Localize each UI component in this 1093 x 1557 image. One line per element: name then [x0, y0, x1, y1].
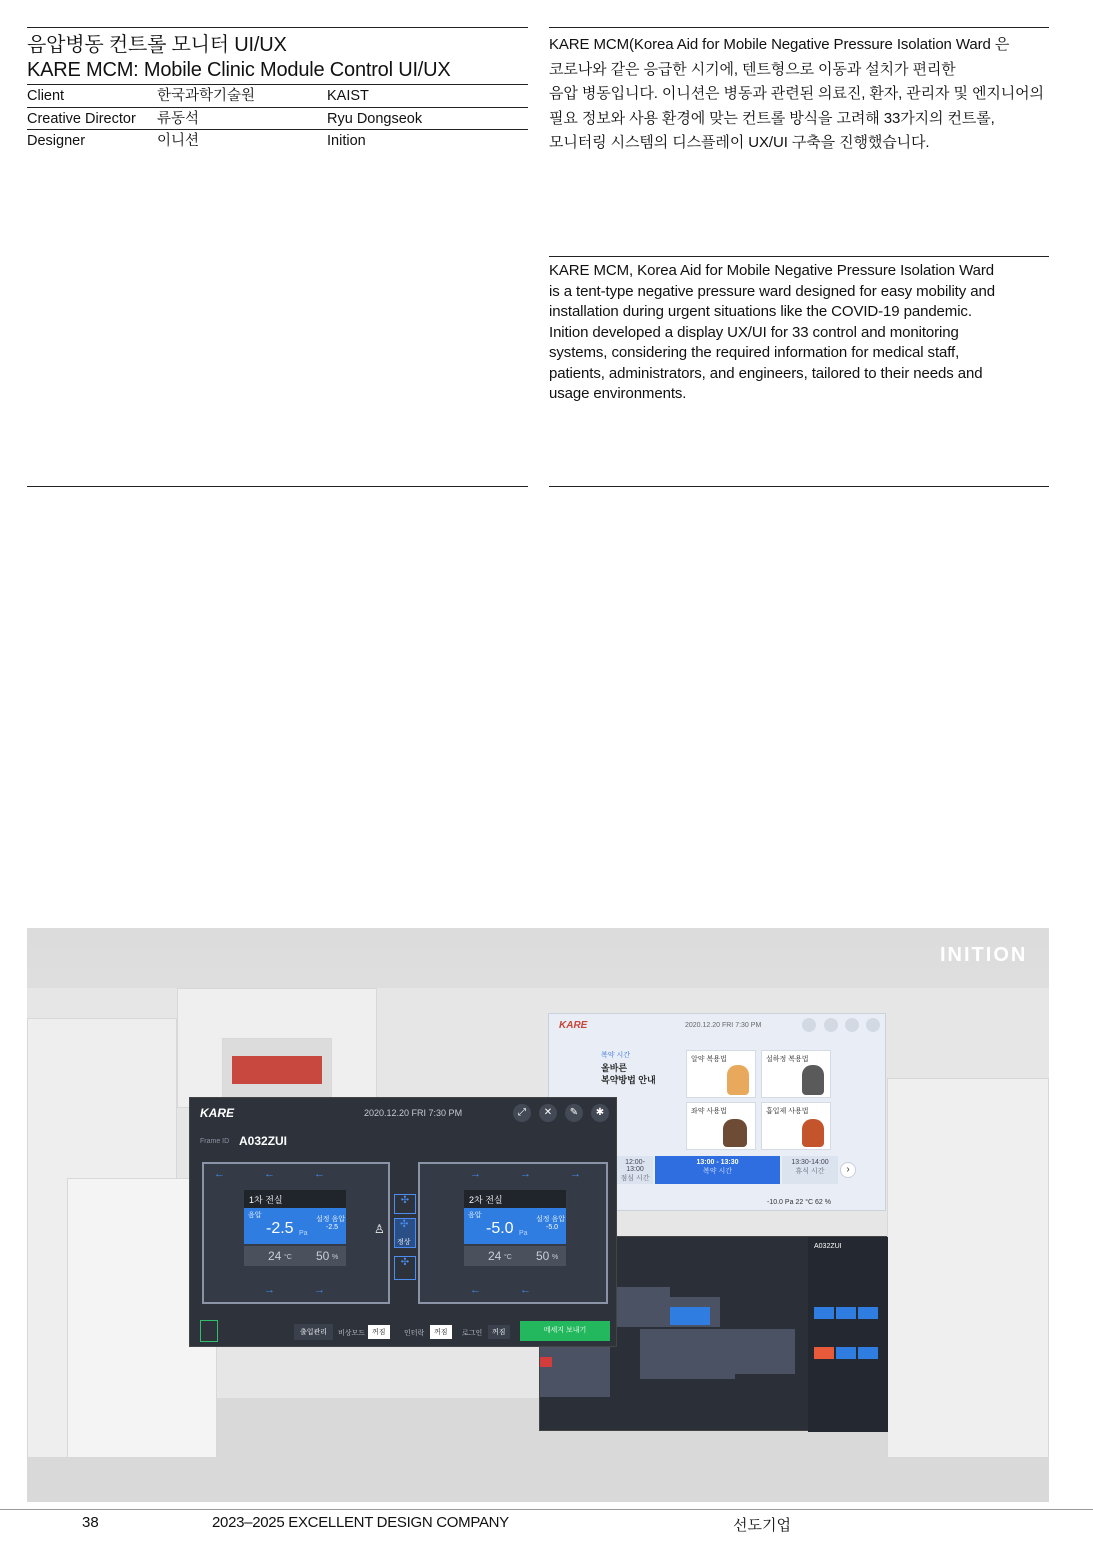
timeline-time: 12:00-13:00 — [625, 1159, 645, 1173]
interlock-toggle[interactable]: 꺼짐 — [430, 1325, 452, 1339]
credit-role-designer: Designer — [27, 133, 86, 149]
room-1-humidity: 50 — [316, 1249, 330, 1263]
fan-icon[interactable]: ✣ — [394, 1256, 416, 1280]
map-panel-chip[interactable] — [836, 1307, 856, 1319]
credit-en-designer: Inition — [327, 133, 366, 149]
login-label: 로그인 — [462, 1330, 483, 1337]
room-1-temp-unit: °C — [284, 1254, 292, 1261]
airflow-arrow-icon: ← — [470, 1284, 481, 1296]
frame-id-value: A032ZUI — [239, 1134, 288, 1148]
description-en-line: Inition developed a display UX/UI for 33 control and monitoring — [549, 323, 959, 341]
expand-icon[interactable]: ⤢ — [513, 1104, 531, 1122]
exit-icon[interactable] — [200, 1320, 218, 1342]
guide-card-title: 흡입제 사용법 — [766, 1108, 809, 1115]
room-2-env-box — [464, 1246, 566, 1266]
mute-icon[interactable]: ✕ — [539, 1104, 557, 1122]
map-panel-chip[interactable] — [836, 1347, 856, 1359]
airflow-arrow-icon: → — [314, 1284, 325, 1296]
wrench-icon[interactable]: ✎ — [565, 1104, 583, 1122]
room-1-set-value: -2.5 — [326, 1224, 339, 1231]
footer-section: 선도기업 — [733, 1517, 791, 1534]
description-en-line: usage environments. — [549, 385, 687, 402]
tent-right — [887, 1078, 1049, 1458]
guide-datetime: 2020.12.20 FRI 7:30 PM — [685, 1022, 762, 1029]
center-status-box — [394, 1218, 416, 1248]
guide-heading-1: 올바른 — [601, 1063, 628, 1073]
credit-ko-director: 류동석 — [157, 111, 200, 127]
description-ko-line: 음압 병동입니다. 이니션은 병동과 관련된 의료진, 환자, 관리자 및 엔지니어의 — [549, 85, 1044, 102]
title-english: KARE MCM: Mobile Clinic Module Control UI/UX — [27, 59, 451, 81]
credit-en-client: KAIST — [327, 88, 369, 104]
map-panel-title: A032ZUI — [814, 1243, 842, 1250]
top-rule-left — [27, 27, 528, 28]
timeline-label: 휴식 시간 — [795, 1168, 825, 1175]
credit-role-director: Creative Director — [27, 111, 136, 127]
description-en-line: is a tent-type negative pressure ward designed for easy mobility and — [549, 282, 995, 300]
credits-rule-3 — [27, 129, 528, 130]
description-en-line: KARE MCM, Korea Aid for Mobile Negative Pressure Isolation Ward — [549, 262, 994, 279]
status-pressure: -10.0 — [767, 1199, 783, 1206]
login-toggle[interactable]: 꺼짐 — [488, 1325, 510, 1339]
kare-logo: KARE — [200, 1106, 235, 1120]
night-mode-icon[interactable] — [824, 1018, 838, 1032]
guide-card[interactable] — [686, 1102, 756, 1150]
room-1-pressure-label: 음압 — [248, 1212, 262, 1219]
room-2-pressure-box — [464, 1208, 566, 1244]
patient-illustration — [727, 1065, 749, 1095]
send-message-button[interactable]: 메세지 보내기 — [520, 1321, 610, 1341]
emergency-mode-toggle[interactable]: 꺼짐 — [368, 1325, 390, 1339]
map-room[interactable] — [685, 1329, 735, 1379]
credit-ko-client: 한국과학기술원 — [157, 88, 256, 104]
airflow-arrow-icon: → — [470, 1168, 481, 1180]
patient-illustration — [723, 1119, 747, 1147]
timeline-time: 13:00 - 13:30 — [696, 1159, 739, 1166]
timeline-item[interactable] — [782, 1156, 838, 1184]
room-2-set-value: -5.0 — [546, 1224, 559, 1231]
map-panel-chip[interactable] — [814, 1307, 834, 1319]
credit-ko-designer: 이니션 — [157, 133, 200, 149]
room-2-title: 2차 전실 — [464, 1190, 566, 1209]
timeline-label: 복약 시간 — [703, 1168, 732, 1175]
guide-card-title: 설하정 복용법 — [766, 1056, 809, 1063]
interlock-label: 인터락 — [404, 1330, 425, 1337]
description-en-line: installation during urgent situations like the COVID-19 pandemic. — [549, 303, 972, 320]
bottom-rule-left — [27, 486, 528, 487]
map-alert-marker — [540, 1357, 552, 1367]
gear-icon[interactable]: ✱ — [591, 1104, 609, 1122]
airflow-arrow-icon: ← — [520, 1284, 531, 1296]
airflow-arrow-icon: ← — [214, 1168, 225, 1180]
guide-status-bar — [767, 1199, 831, 1206]
room-2-humidity-unit: % — [552, 1254, 559, 1261]
room-2-humidity: 50 — [536, 1249, 550, 1263]
timeline-time: 13:30-14:00 — [791, 1159, 829, 1166]
status-temp: 22 — [795, 1199, 804, 1206]
patient-illustration — [802, 1065, 824, 1095]
room-2-pressure-label: 음압 — [468, 1212, 482, 1219]
fan-icon: ✣ — [400, 1219, 409, 1230]
status-hum-unit: % — [824, 1199, 831, 1206]
map-room[interactable] — [735, 1329, 795, 1374]
map-room-active[interactable] — [670, 1307, 710, 1325]
project-photo — [27, 928, 1049, 1502]
page-number: 38 — [82, 1514, 99, 1531]
room-2-set-label: 설정 음압 — [536, 1216, 565, 1223]
description-ko-line: 모니터링 시스템의 디스플레이 UX/UI 구축을 진행했습니다. — [549, 134, 930, 151]
access-management-button[interactable]: 출입관리 — [294, 1324, 333, 1340]
room-2-area[interactable] — [418, 1162, 608, 1304]
room-1-env-box — [244, 1246, 346, 1266]
sound-icon[interactable] — [802, 1018, 816, 1032]
map-panel-chip[interactable] — [858, 1307, 878, 1319]
airflow-arrow-icon: → — [264, 1284, 275, 1296]
credit-en-director: Ryu Dongseok — [327, 111, 423, 127]
control-datetime: 2020.12.20 FRI 7:30 PM — [364, 1108, 463, 1118]
room-1-temp: 24 — [268, 1249, 282, 1263]
map-side-panel — [808, 1237, 888, 1432]
title-korean: 음압병동 컨트롤 모니터 UI/UX — [27, 34, 287, 56]
credits-rule-1 — [27, 84, 528, 85]
guide-heading-2: 복약방법 안내 — [601, 1075, 656, 1085]
description-en-line: systems, considering the required information for medical staff, — [549, 344, 960, 361]
airflow-arrow-icon: ← — [264, 1168, 275, 1180]
footer-title: 2023–2025 EXCELLENT DESIGN COMPANY — [212, 1514, 509, 1531]
credit-role-client: Client — [27, 88, 65, 104]
room-1-area[interactable] — [202, 1162, 390, 1304]
room-1-pressure-box — [244, 1208, 346, 1244]
inition-logo: INITION — [940, 944, 1028, 966]
fan-icon[interactable]: ✣ — [394, 1194, 416, 1214]
map-panel-chip[interactable] — [858, 1347, 878, 1359]
chevron-right-icon[interactable]: › — [840, 1162, 856, 1178]
person-icon: ♙ — [374, 1222, 385, 1236]
room-1-title: 1차 전실 — [244, 1190, 346, 1209]
center-corridor — [394, 1194, 416, 1302]
status-temp-unit: °C — [805, 1199, 814, 1206]
room-2-temp-unit: °C — [504, 1254, 512, 1261]
top-rule-right — [549, 27, 1049, 28]
english-rule — [549, 256, 1049, 257]
room-2-pressure-value: -5.0 — [486, 1220, 514, 1237]
center-status: 정상 — [397, 1239, 411, 1246]
patient-illustration — [802, 1119, 824, 1147]
kare-logo: KARE — [559, 1020, 588, 1031]
room-1-pressure-value: -2.5 — [266, 1220, 294, 1237]
status-humidity: 62 — [815, 1199, 823, 1206]
map-room[interactable] — [640, 1329, 685, 1379]
description-korean — [549, 33, 1049, 156]
airflow-arrow-icon: → — [570, 1168, 581, 1180]
airflow-arrow-icon: ← — [314, 1168, 325, 1180]
map-room[interactable] — [610, 1287, 670, 1327]
guide-card[interactable] — [761, 1050, 831, 1098]
room-1-humidity-unit: % — [332, 1254, 339, 1261]
description-english — [549, 261, 1049, 405]
bottom-rule-right — [549, 486, 1049, 487]
room-2-pressure-unit: Pa — [519, 1230, 528, 1237]
timeline-item-active[interactable] — [655, 1156, 780, 1184]
room-2-temp: 24 — [488, 1249, 502, 1263]
guide-section-label: 복약 시간 — [601, 1052, 630, 1059]
status-pressure-unit: Pa — [784, 1199, 794, 1206]
description-en-line: patients, administrators, and engineers, tailored to their needs and — [549, 364, 983, 382]
description-ko-line: KARE MCM(Korea Aid for Mobile Negative Pressure Isolation Ward 은 — [549, 36, 1010, 53]
room-1-pressure-unit: Pa — [299, 1230, 308, 1237]
gear-icon[interactable] — [866, 1018, 880, 1032]
footer-rule — [0, 1509, 1093, 1510]
guide-card[interactable] — [761, 1102, 831, 1150]
control-screen — [189, 1097, 617, 1347]
guide-card-title: 알약 복용법 — [691, 1056, 727, 1063]
frame-id-label: Frame ID — [200, 1138, 230, 1145]
guide-card[interactable] — [686, 1050, 756, 1098]
wrench-icon[interactable] — [845, 1018, 859, 1032]
timeline-label: 점심 시간 — [620, 1175, 650, 1182]
map-panel-chip[interactable] — [814, 1347, 834, 1359]
timeline-item[interactable] — [617, 1156, 653, 1184]
room-1-set-label: 설정 음압 — [316, 1216, 345, 1223]
description-ko-line: 필요 정보와 사용 환경에 맞는 컨트롤 방식을 고려해 33가지의 컨트롤, — [549, 109, 995, 127]
airflow-arrow-icon: → — [520, 1168, 531, 1180]
guide-card-title: 좌약 사용법 — [691, 1108, 727, 1115]
emergency-mode-label: 비상모드 — [338, 1330, 366, 1337]
red-sign — [232, 1056, 322, 1084]
description-ko-line: 코로나와 같은 응급한 시기에, 텐트형으로 이동과 설치가 편리한 — [549, 60, 956, 78]
